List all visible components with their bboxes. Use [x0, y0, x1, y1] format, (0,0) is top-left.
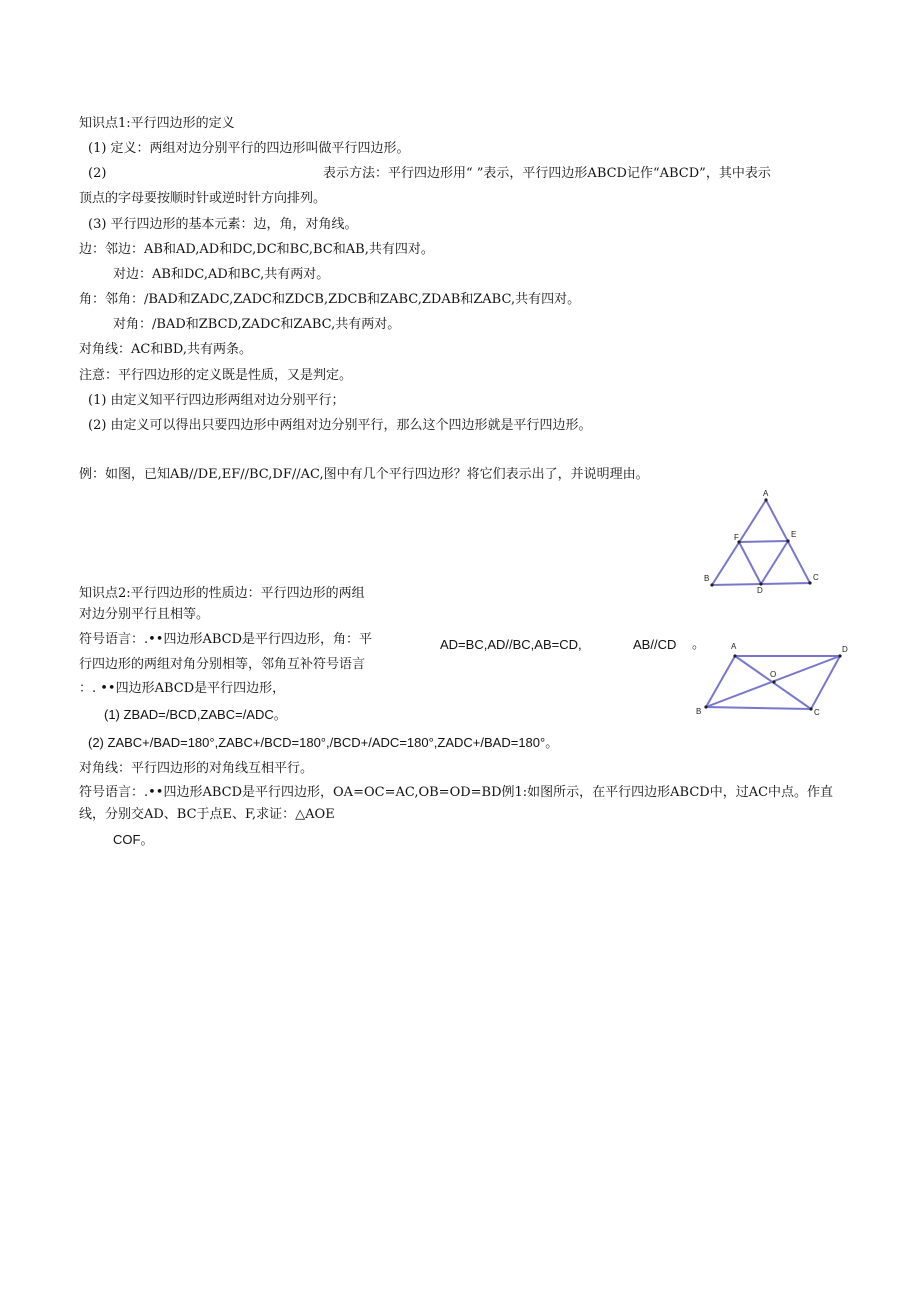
label-a: A [763, 489, 769, 498]
diagonal-symbol-2: 线，分别交AD、BC于点E、F,求证：△AOE [79, 807, 335, 822]
kp1-item3: (3) 平行四边形的基本元素：边，角，对角线。 [88, 217, 358, 232]
label-o: O [770, 670, 777, 679]
diagonal-symbol-3: COF。 [113, 832, 154, 847]
kp1-item2-text: 表示方法：平行四边形用“ ”表示，平行四边形ABCD记作“ABCD”，其中表示 [323, 166, 771, 181]
kp2-line2: 对边分别平行且相等。 [79, 607, 210, 622]
angle-equality-2: (2) ZABC+/BAD=180°,ZABC+/BCD=180°,/BCD+/ADC=180°,ZADC+/BAD=180°。 [88, 735, 559, 750]
kp1-title: 知识点1:平行四边形的定义 [79, 116, 235, 131]
side-period: 。 [692, 637, 706, 652]
edge-adjacent: 边：邻边：AB和AD,AD和DC,DC和BC,BC和AB,共有四对。 [79, 242, 434, 257]
note-item2: (2) 由定义可以得出只要四边形中两组对边分别平行，那么这个四边形就是平行四边形。 [88, 418, 592, 433]
angle-adjacent: 角：邻角：/BAD和ZADC,ZADC和ZDCB,ZDCB和ZABC,ZDAB和ZABC,共有四对。 [79, 292, 581, 307]
label-c: C [814, 708, 820, 717]
diagonal-symbol: 符号语言：.••四边形ABCD是平行四边形，OA=OC=AC,OB=OD=BD例1:如图所示，在平行四边形ABCD中，过AC中点。作直 [79, 785, 834, 800]
label-d: D [757, 586, 763, 595]
symbol-line1: 符号语言：.••四边形ABCD是平行四边形，角：平 [79, 632, 373, 647]
kp2-line1: 知识点2:平行四边形的性质边：平行四边形的两组 [79, 586, 365, 601]
angle-opposite: 对角：/BAD和ZBCD,ZADC和ZABC,共有两对。 [113, 317, 401, 332]
label-b: B [704, 574, 710, 583]
label-c: C [813, 573, 819, 582]
symbol-line3: ：. ••四边形ABCD是平行四边形， [79, 681, 286, 696]
label-a: A [731, 642, 737, 651]
triangle-figure [700, 485, 830, 600]
note-item1: (1) 由定义知平行四边形两组对边分别平行； [88, 393, 345, 408]
parallelogram-figure [690, 638, 860, 723]
label-f: F [734, 533, 739, 542]
diagonal-line: 对角线：AC和BD,共有两条。 [79, 342, 252, 357]
edge-opposite: 对边：AB和DC,AD和BC,共有两对。 [113, 267, 330, 282]
side-parallel: AB//CD [633, 637, 677, 652]
angle-equality-1: (1) ZBAD=/BCD,ZABC=/ADC。 [104, 707, 287, 722]
symbol-line2: 行四边形的两组对角分别相等，邻角互补符号语言 [79, 657, 366, 672]
kp1-item2-num: (2) [88, 166, 107, 181]
note-heading: 注意：平行四边形的定义既是性质，又是判定。 [79, 368, 353, 383]
label-e: E [791, 530, 797, 539]
label-d: D [842, 645, 848, 654]
diagonal-property: 对角线：平行四边形的对角线互相平行。 [79, 761, 314, 776]
example-question: 例：如图，已知AB//DE,EF//BC,DF//AC,图中有几个平行四边形？将它们表示出了，并说明理由。 [79, 467, 649, 482]
kp1-item1: (1) 定义：两组对边分别平行的四边形叫做平行四边形。 [88, 141, 410, 156]
kp1-item2-cont: 顶点的字母要按顺时针或逆时针方向排列。 [79, 191, 327, 206]
side-equalities: AD=BC,AD//BC,AB=CD, [440, 637, 582, 652]
label-b: B [696, 707, 702, 716]
